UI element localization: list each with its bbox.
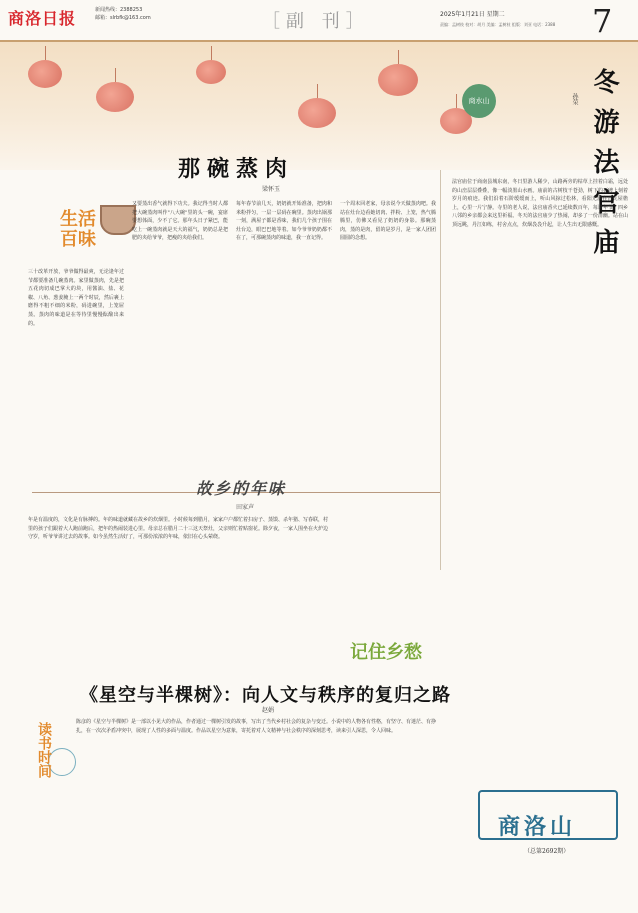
hometown-article-byline: 田家声	[236, 504, 255, 511]
column-badge-nostalgia: 记住乡愁	[350, 642, 422, 663]
winter-article-body: 法官庙位于商南县城东南，冬日里游人稀少，山路两旁的枯草上挂着白霜，远处的山峦层层叠叠，像一幅淡墨山水画。庙前的古树枝干苍劲，树下的石碑上刻着岁月的痕迹。我们沿着石阶缓缓而上，听山风掠过松林，看阳光洒在青瓦屋檐上，心里一片宁静。寺里的老人说，法官庙香火已延续数百年，每逢年节，四乡八邻的乡亲都会来这里祈福。冬天的法官庙少了热闹，却多了一份清幽。站在山顶远眺，丹江如练，村舍点点，炊烟袅袅升起，让人生出无限感慨。	[452, 179, 628, 228]
column-badge-life: 生活百味	[60, 209, 96, 250]
article-body-col2: 又要蒸出香气就得下功夫。我记得当时人都把大碗蒸肉叫作"八大碗"里的头一碗，宴席要想体面，少不了它。那年头日子紧巴，能吃上一碗蒸肉就是天大的福气，奶奶总是把肥的夹给爷爷，把瘦的夹给我们。	[132, 201, 228, 242]
lantern-icon	[96, 82, 134, 112]
email-text: 邮箱：slrbfk@163.com	[95, 15, 151, 21]
article-body-col3: 每年春节前几天，奶奶就开始准备，把肉和米粉拌匀，一层一层码在碗里。蒸肉出锅那一刻，满屋子都是香味，我们几个孩子围在灶台边，眼巴巴地等着。如今爷爷奶奶都不在了，可那碗蒸肉的味道，我一直记得。	[236, 201, 332, 242]
article-body-col4: 一个周末回老家，母亲说今天做蒸肉吧。我站在灶台边看她切肉、拌粉、上笼，热气腾腾里，仿佛又看见了奶奶的身影。那碗蒸肉，蒸的是肉，留的是岁月，是一家人团团圆圆的念想。	[340, 201, 436, 242]
page-number: 7	[592, 2, 613, 40]
editor-credits: 责编：孟树枝 校对：胡月 美编：孟树枝 组版：刘亚 电话：2388	[440, 22, 556, 27]
book-icon	[48, 748, 76, 776]
lantern-icon	[196, 60, 226, 84]
lantern-icon	[378, 64, 418, 96]
section-title: ［副 刊］	[262, 11, 370, 32]
lantern-icon	[28, 60, 62, 88]
article-title: 那碗蒸肉	[178, 156, 295, 182]
column-badge-reading: 读书时间	[36, 722, 52, 778]
teacup-icon	[100, 205, 136, 235]
supplement-name: 商洛山	[498, 814, 577, 840]
hometown-article-title: 故乡的年味	[196, 479, 287, 498]
hero-illustration	[0, 42, 638, 170]
hometown-article-body: 年是有温度的，文化是有脉搏的。年的味道就藏在故乡的炊烟里。小时候每到腊月，家家户户都忙着扫房子、蒸馍、杀年猪、写春联，村里的孩子们跟着大人跑前跑后，把年的热闹装进心里。母亲总在腊月二十三这天祭灶，父亲则忙着贴窗花。除夕夜，一家人围坐在火炉边守岁，听爷爷讲过去的故事。如今虽然生活好了，可那份浓浓的年味，依旧在心头萦绕。	[28, 517, 328, 541]
winter-article-byline: 孙荣	[571, 93, 578, 105]
article-body-col1: 三十改革开放，爷爷做得最爽，无论逢年过节都要准备几碗蒸肉。家里做蒸肉，先是把五花肉切成巴掌大的块，用酱油、盐、花椒、八角、葱姜腌上一两个时辰，然后裹上磨得不粗不细的米粉，码进碗里，上笼屉蒸。蒸肉的味道是在等待里慢慢酝酿出来的。	[28, 269, 124, 327]
winter-article-title: 冬游法官庙	[589, 68, 619, 268]
book-review-title: 《星空与半棵树》：向人文与秩序的复归之路	[80, 685, 451, 706]
issue-number: （总第2692期）	[524, 848, 570, 855]
book-review-byline: 赵娟	[262, 707, 275, 714]
column-badge-shanshui: 商水山	[462, 84, 496, 118]
lantern-icon	[298, 98, 336, 128]
contact-info	[95, 6, 151, 22]
issue-date: 2025年1月21日 星期二	[440, 11, 505, 18]
book-review-body: 陈彦的《星空与半棵树》是一部以小见大的作品，作者通过一棵树引发的故事，写出了当代乡村社会的复杂与变迁。小说中的人物各有性格，有坚守、有迷茫、有挣扎，在一次次矛盾冲突中，展现了人性的多面与温度。作品以星空为意象，寄托着对人文精神与社会秩序的深刻思考，读来引人深思，令人回味。	[76, 719, 436, 734]
newspaper-logo: 商洛日报	[8, 9, 77, 28]
column-divider	[440, 170, 441, 570]
hotline-text: 新闻热线：2388253	[95, 7, 143, 13]
article-byline: 梁怀玉	[262, 186, 281, 193]
